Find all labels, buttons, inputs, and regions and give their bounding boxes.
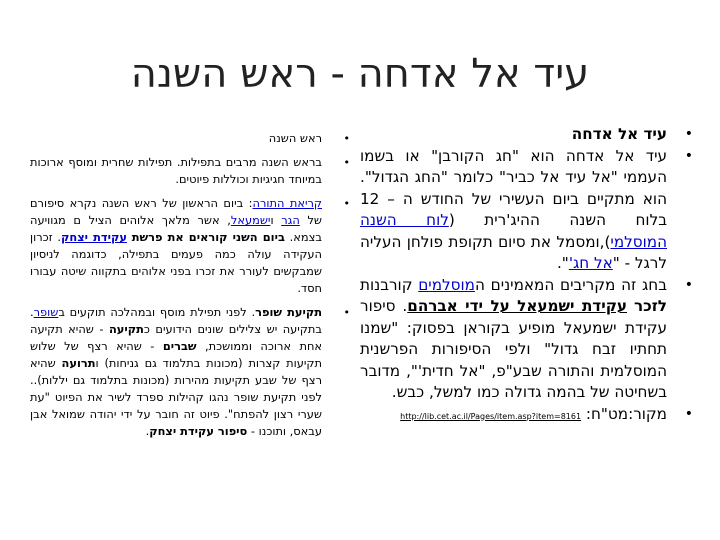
bullet-icon: • — [684, 147, 693, 164]
rosh-text: ו — [270, 213, 282, 227]
hagar-link[interactable]: הגר — [281, 213, 300, 227]
rosh-text: בראש השנה מרבים בתפילות. תפילות שחרית ומוסף ארוכות במיוחד חגיגיות וכוללות פיוטים. — [30, 155, 322, 186]
bold-text: תקיעה — [108, 322, 144, 336]
bullet-torah-reading — [30, 195, 350, 297]
eid-text: בחג זה מקריבים המאמינים ה — [474, 275, 667, 294]
bullet-shofar — [30, 304, 350, 440]
rosh-text: . זכרון העקידה עולה כמה פעמים בתפילה, כדוגמה לניסיון שמבקשים לעורר את זכרו בפני אלוהים בתקווה שיטה עבורו חסד. — [30, 230, 322, 295]
page-title: עיד אל אדחה - ראש השנה — [130, 51, 590, 97]
ishmael-link[interactable]: ישמעאל — [230, 213, 271, 227]
bullet-heading-rosh — [30, 130, 350, 147]
bullet-icon: • — [343, 132, 350, 145]
rosh-text: . — [145, 424, 150, 438]
bullet-icon: • — [343, 306, 350, 319]
torah-reading-link[interactable]: קריאת התורה — [252, 196, 323, 210]
shofar-link[interactable]: שופר — [33, 305, 59, 319]
bullet-icon: • — [343, 197, 350, 210]
eid-text: קורבנות — [360, 275, 419, 294]
bullet-heading-eid — [360, 124, 693, 146]
eid-text: . סיפור עקידת ישמעאל מופיע בקוראן בפסוק: "שמנו תחתיו זבח גדול" ולפי הסיפורות הפרשנית המוסלמית והתורה שבע"פ, "אל חדית'", מדובר בשחיטה של בהמה גדולה כמו למשל, כבש. — [360, 297, 667, 401]
eid-text: ),ומסמל את סיום תקופת פולחן העליה לרגל - " — [360, 232, 667, 272]
bullet-source — [360, 404, 693, 428]
rosh-text: - שהיא תקיעה אחת ארוכה וממושכת, — [30, 322, 323, 353]
eid-text: עיד אל אדחה הוא "חג הקורבן" או בשמו העממי "אל עיד אל כביר" כלומר "החג הגדול". הוא מתקיים ביום העשירי של החודש ה – 12 בלוח השנה ההיג'רית ( — [360, 146, 667, 229]
bullet-eid-description — [360, 146, 693, 275]
rosh-heading: ראש השנה — [268, 131, 322, 145]
bold-text: שברים — [162, 339, 197, 353]
rosh-text: . לפני תפילת מוסף ובמהלכה תוקעים ב — [58, 305, 256, 319]
binding-of-ishmael-text: עקידת ישמעאל על ידי אברהם — [407, 297, 628, 315]
bold-text: תקיעת שופר — [255, 305, 322, 319]
bold-text: סיפור עקידת יצחק — [149, 424, 248, 438]
rosh-hashana-column — [30, 130, 350, 530]
muslims-link[interactable]: מוסלמים — [418, 275, 475, 294]
eid-al-adha-column — [360, 124, 693, 524]
binding-of-isaac-link[interactable]: עקידת יצחק — [61, 230, 127, 244]
bold-text: לזכר — [633, 297, 667, 315]
bold-text: ביום השני קוראים את פרשת — [131, 230, 285, 244]
al-hajj-link[interactable]: אל חג' — [568, 254, 613, 272]
bullet-icon: • — [684, 276, 693, 293]
bold-text: תרועה — [61, 356, 96, 370]
source-link[interactable]: http://lib.cet.ac.il/Pages/item.asp?item=8161 — [400, 411, 582, 421]
bullet-eid-sacrifice — [360, 275, 693, 404]
bullet-icon: • — [684, 126, 693, 142]
rosh-text: שהיא רצף של שבע תקיעות מהירות (מכונות בתלמוד גם יללות).. לפני תקיעת שופר נהגו קהילות ספרד לשיר את הפיוט "עת שערי רצון להפתח". פיוט זה חובר על ידי יהודה שמואל אבן עבאס, ותוכנו - — [30, 356, 322, 438]
rosh-text: , אשר מלאך אלוהים הציל ם מגוויעה בצמא. — [30, 213, 322, 244]
muslim-calendar-link[interactable]: לוח השנה המוסלמי — [360, 211, 667, 251]
bullet-icon: • — [343, 156, 350, 169]
bullet-prayers — [30, 154, 350, 188]
eid-text: ". — [556, 254, 569, 272]
bullet-icon: • — [684, 405, 693, 422]
source-label: מקור:מט"ח: — [581, 404, 667, 423]
eid-text — [627, 297, 634, 315]
rosh-text: . בתקיעה יש צלילים שונים הידועים כ — [30, 305, 322, 336]
eid-heading: עיד אל אדחה — [571, 125, 667, 143]
rosh-text: : ביום הראשון של ראש השנה נקרא סיפורם של — [30, 196, 322, 227]
rosh-text: - שהיא רצף של שלוש תקיעות קצרות (מכונות בתלמוד גם גניחות) ו — [30, 339, 322, 370]
